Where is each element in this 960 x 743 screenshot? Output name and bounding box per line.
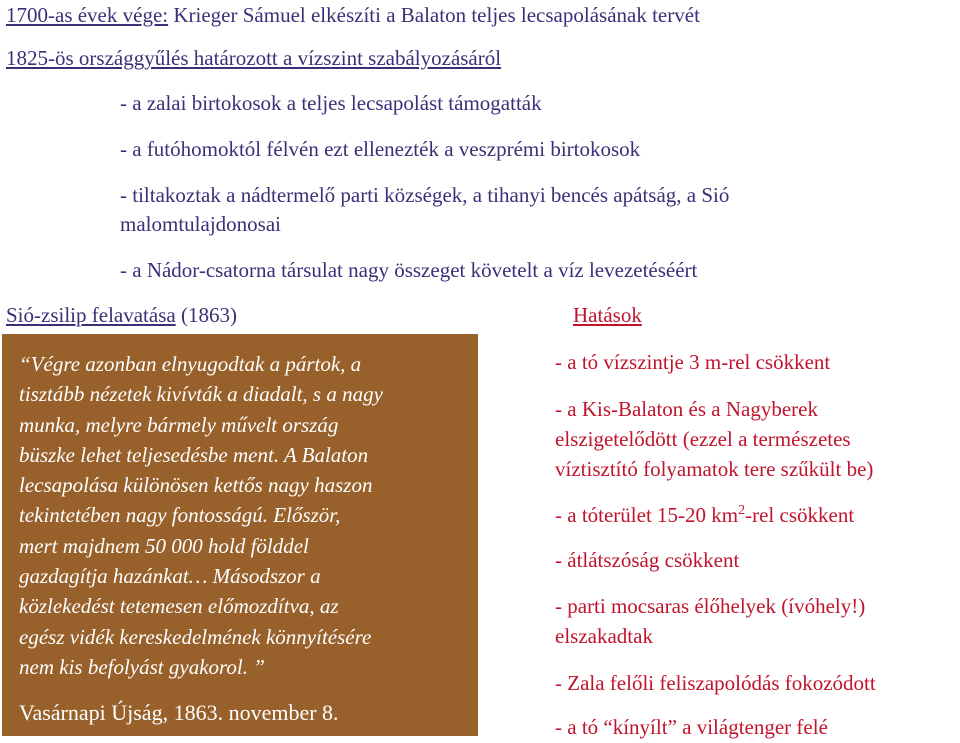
quote-line: tisztább nézetek kivívták a diadalt, s a nagy	[19, 382, 383, 407]
quote-line: mert majdnem 50 000 hold földdel	[19, 533, 309, 558]
effect-5-line-1: - parti mocsaras élőhelyek (ívóhely!)	[555, 594, 866, 618]
effect-6: - Zala felőli feliszapolódás fokozódott	[555, 671, 876, 695]
quote-line: lecsapolása különösen kettős nagy haszon	[19, 473, 373, 498]
quote-line: munka, melyre bármely művelt ország	[19, 412, 339, 437]
plan-text: Krieger Sámuel elkészíti a Balaton teljes lecsapolásának tervét	[168, 3, 700, 27]
title-line-2: 1825-ös országgyűlés határozott a vízszint szabályozásáról	[6, 46, 502, 70]
quote-line: gazdagítja hazánkat… Másodszor a	[19, 564, 321, 589]
bullet-4: - a Nádor-csatorna társulat nagy összeget követelt a víz levezetéséért	[120, 258, 698, 282]
quote-line: büszke lehet teljesedésbe ment. A Balaton	[19, 442, 369, 467]
sio-year: (1863)	[175, 303, 237, 327]
quote-box	[2, 334, 478, 736]
hatasok-heading: Hatások	[573, 303, 642, 327]
effect-5-line-2: elszakadtak	[555, 624, 653, 648]
effect-2-line-1: - a Kis-Balaton és a Nagyberek	[555, 397, 818, 421]
bullet-1: - a zalai birtokosok a teljes lecsapolást támogatták	[120, 91, 542, 115]
quote-source: Vasárnapi Újság, 1863. november 8.	[19, 700, 339, 725]
date-label: 1700-as évek vége:	[6, 3, 169, 27]
superscript-2: 2	[738, 503, 746, 518]
bullet-3-cont: malomtulajdonosai	[120, 212, 281, 236]
effect-4: - átlátszóság csökkent	[555, 548, 740, 572]
title-line-1	[6, 3, 700, 27]
quote-line: egész vidék kereskedelmének könnyítésére	[19, 624, 372, 649]
effect-3: - a tóterület 15-20 $km^2$-rel csökkent	[555, 503, 855, 527]
effect-7: - a tó “kínyílt” a világtenger felé	[555, 715, 828, 739]
bullet-2: - a futóhomoktól félvén ezt ellenezték a veszprémi birtokosok	[120, 137, 641, 161]
effect-2-line-3: víztisztító folyamatok tere szűkült be)	[555, 457, 874, 481]
quote-line: nem kis befolyást gyakorol. ”	[19, 654, 265, 679]
quote-line: “Végre azonban elnyugodtak a pártok, a	[19, 352, 362, 376]
sio-title: Sió-zsilip felavatása	[6, 303, 176, 327]
sio-heading	[6, 303, 237, 327]
quote-line: tekintetében nagy fontosságú. Először,	[19, 503, 341, 528]
bullet-3: - tiltakoztak a nádtermelő parti községek, a tihanyi bencés apátság, a Sió	[120, 183, 730, 207]
quote-line: közlekedést tetemesen előmozdítva, az	[19, 594, 339, 619]
effect-2-line-2: elszigetelődött (ezzel a természetes	[555, 427, 851, 451]
effect-1: - a tó vízszintje 3 m-rel csökkent	[555, 350, 831, 374]
quote-text	[19, 349, 470, 682]
